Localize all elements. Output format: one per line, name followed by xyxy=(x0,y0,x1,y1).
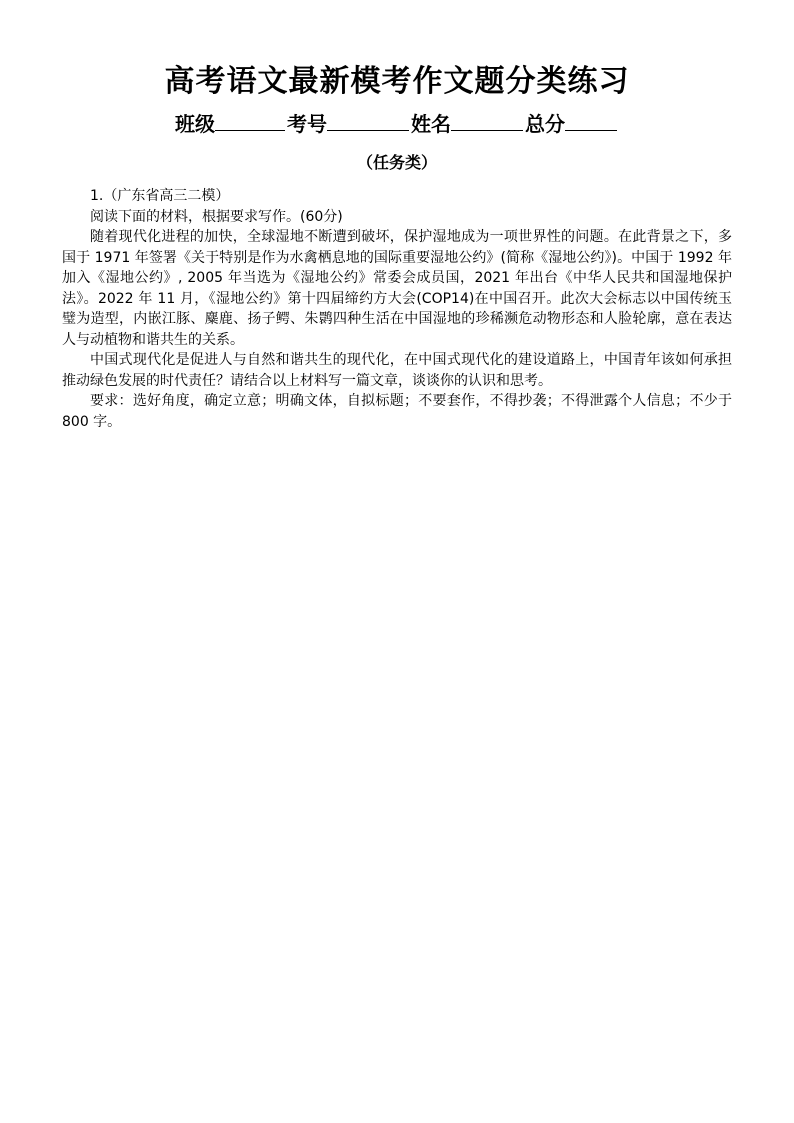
writing-requirements: 要求：选好角度，确定立意；明确文体，自拟标题；不要套作，不得抄袭；不得泄露个人信息；不少于 800 字。 xyxy=(62,393,732,430)
question-instruction: 阅读下面的材料，根据要求写作。(60分) xyxy=(90,208,343,225)
exam-number-label: 考号 xyxy=(287,112,327,136)
name-blank xyxy=(451,110,523,131)
student-info-line xyxy=(0,110,794,138)
name-label: 姓名 xyxy=(411,112,451,136)
question-source: 1.（广东省高三二模） xyxy=(90,188,230,204)
page-title: 高考语文最新模考作文题分类练习 xyxy=(164,64,630,99)
material-paragraph-2: 中国式现代化是促进人与自然和谐共生的现代化，在中国式现代化的建设道路上，中国青年该如何承担推动绿色发展的时代责任？请结合以上材料写一篇文章，谈谈你的认识和思考。 xyxy=(62,352,732,389)
question-body xyxy=(62,186,732,432)
material-paragraph-1: 随着现代化进程的加快，全球湿地不断遭到破坏，保护湿地成为一项世界性的问题。在此背景之下，多国于 1971 年签署《关于特别是作为水禽栖息地的国际重要湿地公约》(简称《湿地公约》)。中国于 1992 年加入《湿地公约》, 2005 年当选为《湿地公约》常委会成员国，2021 年出台《中华人民共和国湿地保护法》。2022 年 11 月，《湿地公约》第十四届缔约方大会(COP14)在中国召开。此次大会标志以中国传统玉璧为造型，内嵌江豚、麋鹿、扬子鳄、朱鹮四种生活在中国湿地的珍稀濒危动物形态和人脸轮廓，意在表达人与动植物和谐共生的关系。 xyxy=(62,229,732,348)
section-heading: （任务类） xyxy=(356,153,437,172)
total-score-label: 总分 xyxy=(525,112,565,136)
class-label: 班级 xyxy=(175,112,215,136)
total-score-blank xyxy=(565,110,617,131)
class-blank xyxy=(215,110,285,131)
exam-number-blank xyxy=(327,110,409,131)
